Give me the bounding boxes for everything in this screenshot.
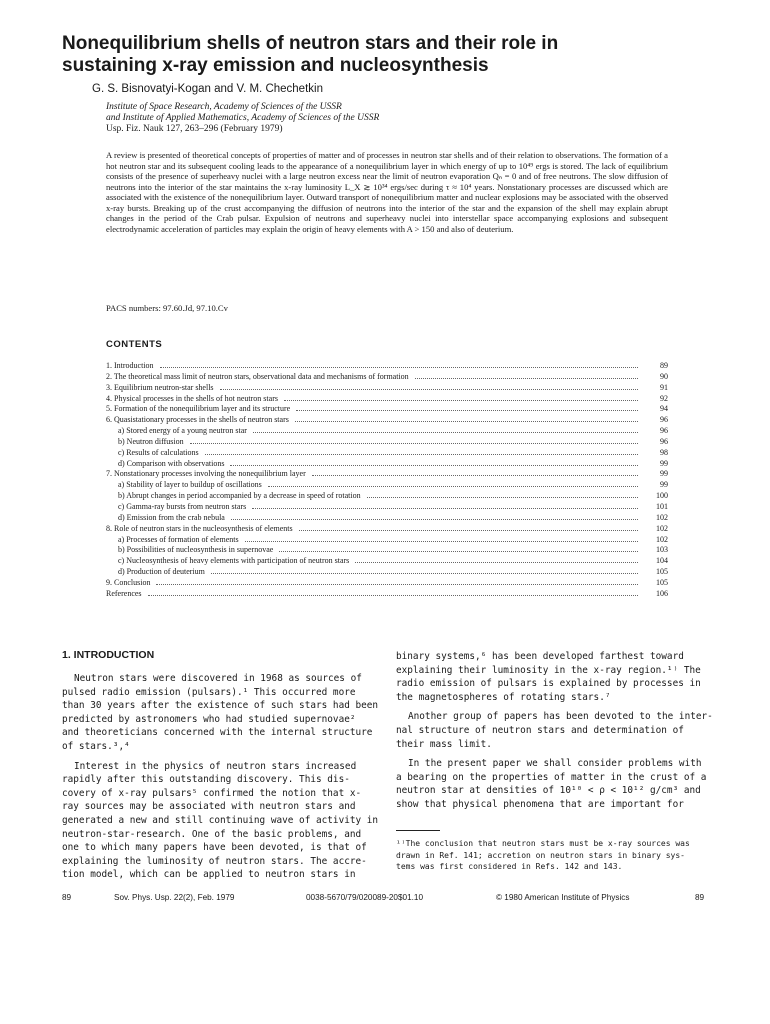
toc-entry-page: 105 — [656, 577, 668, 587]
pacs-numbers: PACS numbers: 97.60.Jd, 97.10.Cv — [106, 303, 228, 313]
footer-page-number-right: 89 — [695, 893, 705, 902]
toc-entry-page: 106 — [656, 588, 668, 598]
toc-entry-page: 102 — [656, 534, 668, 544]
footer-journal: Sov. Phys. Usp. 22(2), Feb. 1979 — [114, 893, 235, 902]
toc-entry-page: 99 — [660, 458, 668, 468]
toc-entry-label: d) Production of deuterium — [118, 567, 205, 577]
toc-entry-page: 103 — [656, 545, 668, 555]
text-line: explaining the luminosity of neutron stars. The accre- — [62, 855, 367, 867]
text-line: tion model, which can be applied to neutron stars in — [62, 869, 356, 881]
toc-entry-page: 89 — [660, 361, 668, 370]
toc-entry — [106, 524, 668, 535]
toc-leader-dots — [367, 497, 638, 498]
toc-entry-page: 91 — [660, 382, 668, 392]
toc-entry-label: References — [106, 588, 142, 598]
toc-entry-label: a) Processes of formation of elements — [118, 534, 239, 544]
toc-entry — [106, 535, 668, 546]
text-line: than 30 years after the existence of such stars had been — [62, 700, 379, 712]
toc-entry — [106, 545, 668, 556]
toc-entry — [106, 415, 668, 426]
toc-leader-dots — [205, 454, 638, 455]
text-line: neutron-star-research. One of the basic problems, and — [62, 828, 362, 840]
toc-leader-dots — [312, 475, 638, 476]
text-line: nal structure of neutron stars and determination of — [396, 724, 684, 736]
toc-entry — [106, 361, 668, 372]
toc-entry-label: 1. Introduction — [106, 361, 154, 370]
footnote — [396, 838, 718, 873]
toc-entry — [106, 556, 668, 567]
body-column-left — [62, 672, 380, 888]
paper-title — [62, 33, 722, 77]
text-line: the magnetospheres of rotating stars.⁷ — [396, 691, 611, 703]
toc-entry-label: d) Emission from the crab nebula — [118, 512, 225, 522]
toc-leader-dots — [220, 389, 638, 390]
toc-entry-label: 3. Equilibrium neutron-star shells — [106, 382, 214, 392]
paragraph — [396, 757, 718, 811]
toc-entry — [106, 372, 668, 383]
toc-entry-label: c) Gamma-ray bursts from neutron stars — [118, 501, 247, 511]
toc-entry-label: a) Stability of layer to buildup of oscillations — [118, 480, 262, 490]
toc-entry-page: 96 — [660, 415, 668, 425]
footer-article-code: 0038-5670/79/020089-20$01.10 — [306, 893, 424, 902]
toc-leader-dots — [252, 508, 638, 509]
title-line-1: Nonequilibrium shells of neutron stars and their role in — [62, 33, 559, 54]
text-line: neutron star at densities of 10¹⁰ < ρ < 10¹² g/cm³ and — [396, 785, 701, 797]
toc-leader-dots — [268, 486, 638, 487]
text-line: and theoreticians concerned with the internal structure — [62, 727, 373, 739]
affiliation-line-2: and Institute of Applied Mathematics, Academy of Sciences of the USSR — [106, 113, 380, 123]
title-line-2: sustaining x-ray emission and nucleosynthesis — [62, 55, 489, 76]
toc-leader-dots — [295, 421, 638, 422]
toc-leader-dots — [253, 432, 638, 433]
toc-entry — [106, 502, 668, 513]
toc-entry-label: b) Neutron diffusion — [118, 436, 184, 446]
text-line: their mass limit. — [396, 738, 492, 750]
toc-entry — [106, 404, 668, 415]
toc-entry — [106, 480, 668, 491]
text-line: one to which many papers have been devoted, is that of — [62, 842, 367, 854]
text-line: of stars.³,⁴ — [62, 740, 130, 752]
toc-entry-page: 105 — [656, 567, 668, 577]
toc-leader-dots — [148, 595, 638, 596]
toc-entry-label: 7. Nonstationary processes involving the nonequilibrium layer — [106, 469, 306, 479]
toc-entry-label: 2. The theoretical mass limit of neutron stars, observational data and mechanisms of formation — [106, 371, 409, 381]
contents-heading: CONTENTS — [106, 339, 163, 350]
paragraph — [62, 760, 380, 882]
toc-leader-dots — [299, 530, 638, 531]
affiliation-line-1: Institute of Space Research, Academy of Sciences of the USSR — [106, 102, 342, 112]
toc-entry-label: b) Abrupt changes in period accompanied by a decrease in speed of rotation — [118, 491, 361, 501]
toc-entry-page: 99 — [660, 480, 668, 490]
footer-page-number-left: 89 — [62, 893, 72, 902]
text-line: Another group of papers has been devoted to the inter- — [408, 711, 713, 723]
toc-entry-page: 96 — [660, 426, 668, 436]
toc-entry-page: 96 — [660, 436, 668, 446]
toc-entry-label: 8. Role of neutron stars in the nucleosynthesis of elements — [106, 523, 293, 533]
toc-entry — [106, 394, 668, 405]
toc-entry-label: 9. Conclusion — [106, 577, 151, 587]
toc-leader-dots — [284, 400, 638, 401]
toc-leader-dots — [415, 378, 638, 379]
text-line: explaining their luminosity in the x-ray region.¹⁾ The — [396, 664, 701, 676]
toc-leader-dots — [279, 551, 638, 552]
toc-entry — [106, 567, 668, 578]
toc-entry — [106, 426, 668, 437]
toc-entry-label: d) Comparison with observations — [118, 458, 225, 468]
toc-leader-dots — [245, 541, 638, 542]
toc-leader-dots — [231, 519, 638, 520]
text-line: show that physical phenomena that are important for — [396, 798, 684, 810]
toc-entry — [106, 459, 668, 470]
table-of-contents — [106, 361, 668, 600]
toc-entry-label: b) Possibilities of nucleosynthesis in supernovae — [118, 545, 274, 555]
toc-entry-page: 94 — [660, 404, 668, 414]
toc-entry — [106, 578, 668, 589]
text-line: predicted by astronomers who had studied supernovae² — [62, 713, 356, 725]
toc-entry-label: c) Results of calculations — [118, 447, 199, 457]
toc-entry-page: 101 — [656, 501, 668, 511]
toc-entry-page: 98 — [660, 447, 668, 457]
toc-entry-label: 4. Physical processes in the shells of hot neutron stars — [106, 393, 278, 403]
text-line: a bearing on the properties of matter in the crust of a — [396, 771, 707, 783]
toc-entry — [106, 437, 668, 448]
toc-entry-label: 6. Quasistationary processes in the shells of neutron stars — [106, 415, 289, 425]
footnote-line: drawn in Ref. 141; accretion on neutron stars in binary sys- — [396, 850, 685, 860]
footnote-line: tems was first considered in Refs. 142 and 143. — [396, 862, 623, 871]
toc-leader-dots — [355, 562, 638, 563]
citation: Usp. Fiz. Nauk 127, 263–296 (February 1979) — [106, 124, 283, 134]
toc-entry-page: 102 — [656, 523, 668, 533]
affiliation-block — [106, 102, 379, 135]
toc-entry — [106, 383, 668, 394]
toc-entry-page: 92 — [660, 393, 668, 403]
text-line: Neutron stars were discovered in 1968 as sources of — [74, 673, 362, 684]
toc-entry-page: 102 — [656, 512, 668, 522]
footnote-rule — [396, 830, 440, 831]
toc-leader-dots — [190, 443, 638, 444]
toc-leader-dots — [296, 410, 638, 411]
toc-entry-label: a) Stored energy of a young neutron star — [118, 426, 247, 436]
toc-entry-label: c) Nucleosynthesis of heavy elements with participation of neutron stars — [118, 556, 350, 566]
text-line: covery of x-ray pulsars⁵ confirmed the notion that x- — [62, 787, 362, 799]
paragraph — [396, 710, 718, 751]
text-line: In the present paper we shall consider problems with — [408, 758, 702, 770]
toc-leader-dots — [156, 584, 638, 585]
toc-entry — [106, 491, 668, 502]
toc-entry-page: 99 — [660, 469, 668, 479]
text-line: binary systems,⁶ has been developed farthest toward — [396, 651, 684, 662]
paragraph — [62, 672, 380, 754]
text-line: Interest in the physics of neutron stars increased — [74, 760, 357, 772]
footnote-line: ¹⁾The conclusion that neutron stars must be x-ray sources was — [396, 839, 690, 848]
footer-copyright: © 1980 American Institute of Physics — [496, 893, 630, 902]
toc-entry — [106, 448, 668, 459]
abstract: A review is presented of theoretical concepts of properties of matter and of processes in neutron star shells and of their relation to observations. The formation of a hot neutron star and its subsequent cooling leads to the appearance of a nonequilibrium layer in which energy of up to 10⁴⁹ ergs is stored. The lack of equilibrium consists of the presence of superheavy nuclei with a large neutron excess near the limit of neutron evaporation Qₙ = 0 and of free neutrons. The slow diffusion of neutrons into the interior of the star maintains the x-ray luminosity L_X ≳ 10³⁴ ergs/sec during τ ≈ 10⁴ years. Nonstationary processes are discussed which are associated with the existence of the nonequilibrium layer. Outward transport of nonequilibrium matter and nuclear explosions may be associated with the observed x-ray bursts. Breaking up of the crust accompanying the diffusion of neutrons into the interior of the star and the expansion of the shell may explain abrupt changes in the period of the Crab pulsar. Expulsion of neutrons and superheavy nuclei into interstellar space accompanying explosions and subsequent electrodynamic acceleration of particles may explain the origin of heavy elements with A > 150 and also of deuterium. — [106, 150, 668, 234]
toc-leader-dots — [211, 573, 638, 574]
toc-entry — [106, 469, 668, 480]
toc-entry — [106, 589, 668, 600]
author-list: G. S. Bisnovatyi-Kogan and V. M. Chechetkin — [92, 83, 323, 95]
toc-leader-dots — [160, 367, 638, 368]
text-line: generated a new and still continuing wave of activity in — [62, 814, 379, 826]
section-heading: 1. INTRODUCTION — [62, 649, 155, 661]
toc-entry — [106, 513, 668, 524]
text-line: pulsed radio emission (pulsars).¹ This occurred more — [62, 686, 356, 698]
text-line: radio emission of pulsars is explained by processes in — [396, 678, 701, 690]
text-line: rapidly after this outstanding discovery. This dis- — [62, 774, 350, 786]
toc-entry-page: 90 — [660, 371, 668, 381]
toc-entry-page: 100 — [656, 491, 668, 501]
body-column-right — [396, 650, 718, 818]
toc-leader-dots — [230, 465, 638, 466]
text-line: ray sources may be associated with neutron stars and — [62, 801, 356, 813]
paragraph — [396, 650, 718, 704]
toc-entry-label: 5. Formation of the nonequilibrium layer and its structure — [106, 404, 291, 414]
toc-entry-page: 104 — [656, 556, 668, 566]
